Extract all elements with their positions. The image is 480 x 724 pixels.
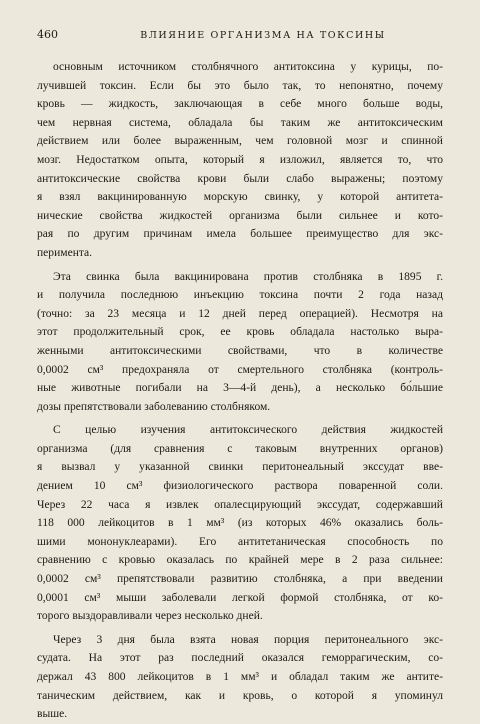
text-line: торого выздоравливали через несколько дней. — [37, 610, 263, 623]
text-line: чем нервная система, обладала бы таким же антитоксическим — [37, 116, 443, 129]
text-line: нические свойства жидкостей организма были сильнее и кото- — [37, 209, 443, 222]
paragraph-2 — [37, 268, 443, 417]
page-header — [37, 28, 443, 41]
text-line: дозы препятствовали заболеванию столбняком. — [37, 400, 271, 413]
text-line: 118 000 лейкоцитов в 1 мм³ (из которых 46% оказались боль- — [37, 517, 443, 530]
text-line: я взял вакцинированную морскую свинку, у которой антитета- — [37, 191, 443, 204]
text-line: Через 22 часа я извлек опалесцирующий экссудат, содержавший — [37, 498, 443, 511]
text-line: рая по другим причинам имела большее преимущество для экс- — [37, 228, 443, 241]
text-line: сравнению с кровью оказалась по крайней мере в 2 раза сильнее: — [37, 554, 443, 567]
page-number: 460 — [37, 28, 58, 41]
text-line: этот продолжительный срок, ее кровь обладала настолько выра- — [37, 326, 443, 339]
text-line: С целью изучения антитоксического действия жидкостей — [53, 424, 443, 437]
text-line: шими мононуклеарами). Его антитетаническая способность по — [37, 535, 443, 548]
text-line: женными антитоксическими свойствами, что в количестве — [37, 344, 443, 357]
text-line: Через 3 дня была взята новая порция перитонеального экс- — [53, 633, 443, 646]
text-line: держал 43 800 лейкоцитов в 1 мм³ и обладал таким же антите- — [37, 671, 443, 683]
text-line: выше. — [37, 708, 68, 721]
paragraph-1 — [37, 58, 443, 263]
text-line: таническим действием, как и кровь, о которой я упоминул — [37, 689, 443, 702]
body-text — [37, 58, 443, 724]
text-line: дением 10 см³ физиологического раствора поваренной соли. — [37, 480, 443, 493]
text-line: ные животные погибали на 3—4-й день), а несколько бо́льшие — [37, 382, 443, 395]
text-line: организма (для сравнения с таковым внутренних органов) — [37, 442, 443, 455]
text-line: (точно: за 23 месяца и 12 дней перед операцией). Несмотря на — [37, 307, 443, 320]
text-line: судата. На этот раз последний оказался геморрагическим, со- — [37, 652, 443, 665]
text-line: и получила последнюю инъекцию токсина почти 2 года назад — [37, 289, 443, 302]
text-line: 0,0002 см³ препятствовали развитию столбняка, а при введении — [37, 573, 443, 586]
text-line: 0,0001 см³ мыши заболевали легкой формой столбняка, от ко- — [37, 591, 443, 604]
text-line: я вызвал у указанной свинки перитонеальный экссудат вве- — [37, 461, 443, 474]
running-head: ВЛИЯНИЕ ОРГАНИЗМА НА ТОКСИНЫ — [140, 30, 386, 41]
paragraph-3 — [37, 421, 443, 626]
text-line: Эта свинка была вакцинирована против столбняка в 1895 г. — [53, 270, 443, 283]
text-line: антитоксические свойства крови были слабо выражены; поэтому — [37, 172, 443, 185]
text-line: основным источником столбнячного антитоксина у курицы, по- — [53, 61, 443, 73]
paragraph-4 — [37, 631, 443, 724]
text-line: действием или более выраженным, чем головной мозг и спинной — [37, 135, 443, 148]
text-line: кровь — жидкость, заключающая в себе много больше воды, — [37, 98, 443, 111]
text-line: 0,0002 см³ предохраняла от смертельного столбняка (контроль- — [37, 363, 443, 376]
text-line: лучившей токсин. Если бы это было так, то непонятно, почему — [37, 79, 443, 92]
text-line: мозг. Недостатком опыта, который я изложил, является то, что — [37, 153, 443, 166]
text-line: перимента. — [37, 246, 93, 259]
